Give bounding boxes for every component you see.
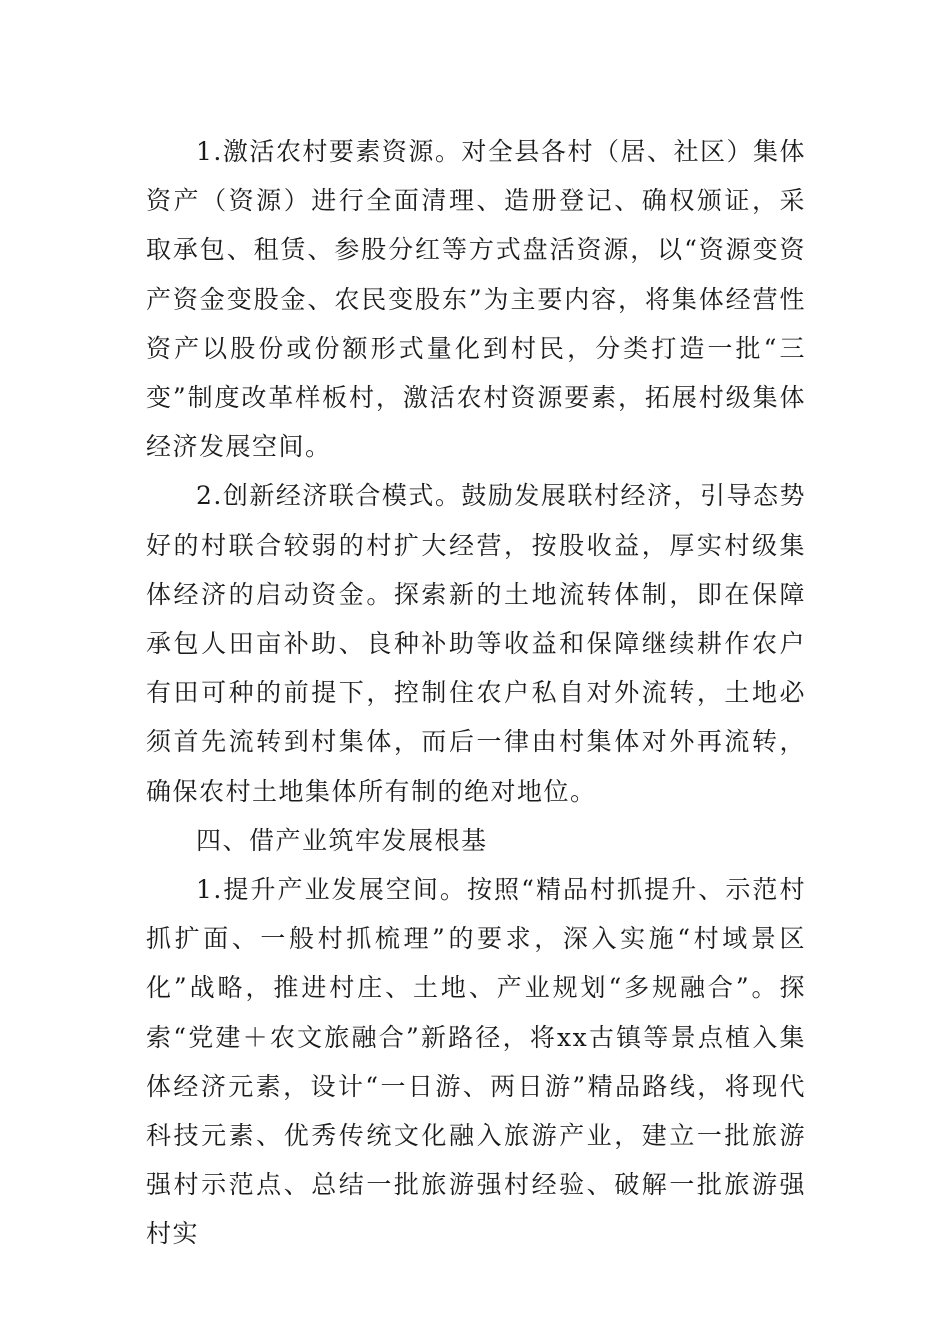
- section-heading-industry: 四、借产业筑牢发展根基: [196, 825, 488, 855]
- paragraph-activate-rural-resources: 1.激活农村要素资源。对全县各村（居、社区）集体资产（资源）进行全面清理、造册登记、确权颁证，采取承包、租赁、参股分红等方式盘活资源，以“资源变资产资金变股金、农民变股东”为主要内容，将集体经营性资产以股份或份额形式量化到村民，分类打造一批“三变”制度改革样板村，激活农村资源要素，拓展村级集体经济发展空间。: [146, 137, 806, 462]
- document-body: [146, 127, 806, 1259]
- paragraph-industry-space: 1.提升产业发展空间。按照“精品村抓提升、示范村抓扩面、一般村抓梳理”的要求，深入实施“村域景区化”战略，推进村庄、土地、产业规划“多规融合”。探索“党建＋农文旅融合”新路径，将xx古镇等景点植入集体经济元素，设计“一日游、两日游”精品路线，将现代科技元素、优秀传统文化融入旅游产业，建立一批旅游强村示范点、总结一批旅游强村经验、破解一批旅游强村实: [146, 875, 806, 1249]
- paragraph-innovate-economic-model: 2.创新经济联合模式。鼓励发展联村经济，引导态势好的村联合较弱的村扩大经营，按股收益，厚实村级集体经济的启动资金。探索新的土地流转体制，即在保障承包人田亩补助、良种补助等收益和保障继续耕作农户有田可种的前提下，控制住农户私自对外流转，土地必须首先流转到村集体，而后一律由村集体对外再流转，确保农村土地集体所有制的绝对地位。: [146, 481, 806, 806]
